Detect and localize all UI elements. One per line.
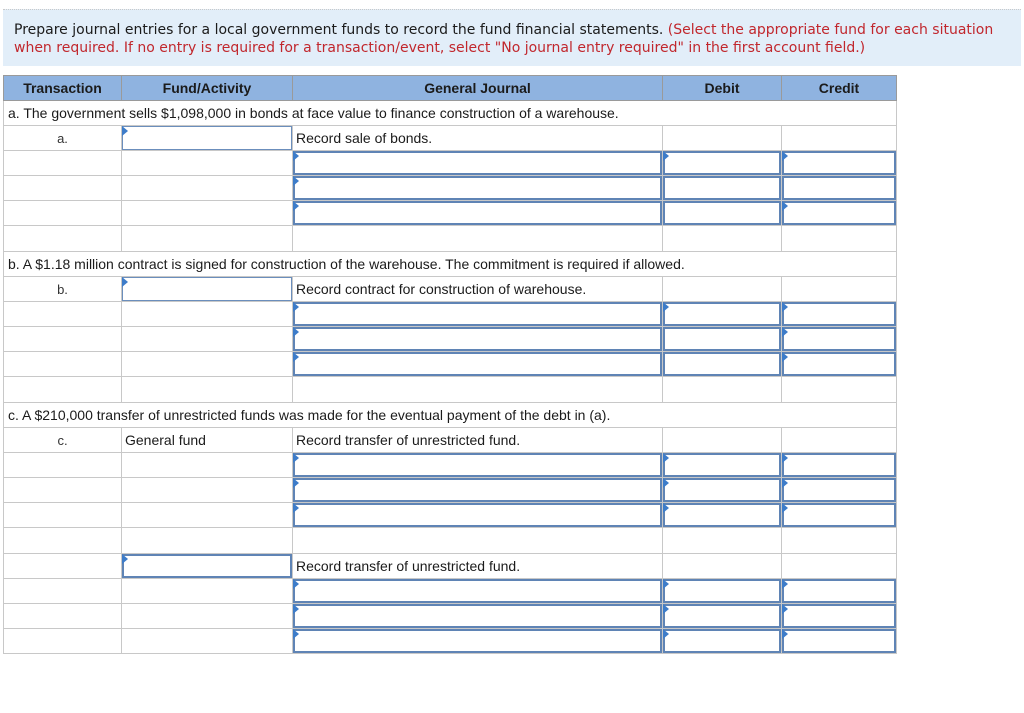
debit-input[interactable]: [663, 151, 782, 176]
fund-value-c: General fund: [122, 428, 293, 453]
instructions-panel: [3, 9, 1021, 66]
account-select[interactable]: [293, 176, 663, 201]
table-row: [4, 377, 897, 403]
credit-input[interactable]: [782, 453, 897, 478]
account-select[interactable]: [293, 453, 663, 478]
dropdown-arrow-icon: [293, 604, 299, 614]
dropdown-arrow-icon: [782, 478, 788, 488]
dropdown-arrow-icon: [782, 352, 788, 362]
table-row: [4, 327, 897, 352]
account-select[interactable]: [293, 352, 663, 377]
dropdown-arrow-icon: [782, 453, 788, 463]
debit-input[interactable]: [663, 327, 782, 352]
dropdown-arrow-icon: [782, 629, 788, 639]
table-row: [4, 277, 897, 302]
dropdown-arrow-icon: [293, 327, 299, 337]
instructions-note: (Select the appropriate fund for each situation when required. If no entry is required for a transaction/event, select "No journal entry required" in the first account field.): [14, 22, 994, 56]
credit-input[interactable]: [782, 579, 897, 604]
table-row: [4, 352, 897, 377]
col-header-debit: Debit: [663, 76, 782, 101]
credit-input[interactable]: [782, 327, 897, 352]
dropdown-arrow-icon: [293, 629, 299, 639]
table-row: [4, 176, 897, 201]
entry-memo-c2: Record transfer of unrestricted fund.: [293, 554, 663, 579]
section-a-description: a. The government sells $1,098,000 in bonds at face value to finance construction of a warehouse.: [4, 101, 897, 126]
account-select[interactable]: [293, 604, 663, 629]
dropdown-arrow-icon: [293, 579, 299, 589]
section-b-description: b. A $1.18 million contract is signed for construction of the warehouse. The commitment is required if allowed.: [4, 252, 897, 277]
debit-input[interactable]: [663, 478, 782, 503]
credit-input[interactable]: [782, 629, 897, 654]
table-row: [4, 126, 897, 151]
credit-input[interactable]: [782, 503, 897, 528]
dropdown-arrow-icon: [122, 554, 128, 564]
table-row: [4, 428, 897, 453]
entry-memo-c: Record transfer of unrestricted fund.: [293, 428, 663, 453]
dropdown-arrow-icon: [293, 151, 299, 161]
account-select[interactable]: [293, 629, 663, 654]
table-row: [4, 629, 897, 654]
dropdown-arrow-icon: [293, 201, 299, 211]
section-c-description-row: [4, 403, 897, 428]
account-select[interactable]: [293, 478, 663, 503]
credit-input[interactable]: [782, 352, 897, 377]
dropdown-arrow-icon: [663, 604, 669, 614]
table-row: [4, 579, 897, 604]
debit-input[interactable]: [663, 579, 782, 604]
dropdown-arrow-icon: [782, 201, 788, 211]
debit-input[interactable]: [663, 176, 782, 201]
col-header-journal: General Journal: [293, 76, 663, 101]
dropdown-arrow-icon: [122, 277, 128, 287]
fund-select-c2[interactable]: [122, 554, 293, 579]
dropdown-arrow-icon: [782, 302, 788, 312]
col-header-transaction: Transaction: [4, 76, 122, 101]
dropdown-arrow-icon: [663, 151, 669, 161]
dropdown-arrow-icon: [293, 176, 299, 186]
dropdown-arrow-icon: [663, 503, 669, 513]
dropdown-arrow-icon: [663, 579, 669, 589]
debit-input[interactable]: [663, 453, 782, 478]
credit-empty: [782, 126, 897, 151]
table-row: [4, 302, 897, 327]
dropdown-arrow-icon: [663, 302, 669, 312]
debit-input[interactable]: [663, 604, 782, 629]
table-row: [4, 453, 897, 478]
credit-input[interactable]: [782, 604, 897, 629]
debit-input[interactable]: [663, 201, 782, 226]
debit-empty: [663, 126, 782, 151]
fund-select-box[interactable]: [122, 277, 292, 301]
transaction-label-a: a.: [4, 126, 122, 151]
dropdown-arrow-icon: [293, 453, 299, 463]
dropdown-arrow-icon: [663, 629, 669, 639]
dropdown-arrow-icon: [782, 151, 788, 161]
credit-input[interactable]: [782, 302, 897, 327]
journal-table: [3, 75, 897, 654]
credit-input[interactable]: [782, 176, 897, 201]
fund-select-b[interactable]: [122, 277, 293, 302]
entry-memo-b: Record contract for construction of warehouse.: [293, 277, 663, 302]
credit-input[interactable]: [782, 151, 897, 176]
debit-input[interactable]: [663, 302, 782, 327]
col-header-fund: Fund/Activity: [122, 76, 293, 101]
credit-input[interactable]: [782, 478, 897, 503]
fund-select-a[interactable]: [122, 126, 293, 151]
table-row: [4, 503, 897, 528]
table-header-row: [4, 76, 897, 101]
dropdown-arrow-icon: [293, 478, 299, 488]
dropdown-arrow-icon: [663, 453, 669, 463]
dropdown-arrow-icon: [293, 352, 299, 362]
instructions-text: Prepare journal entries for a local government funds to record the fund financial statements.: [14, 22, 664, 38]
account-select[interactable]: [293, 327, 663, 352]
dropdown-arrow-icon: [293, 503, 299, 513]
col-header-credit: Credit: [782, 76, 897, 101]
account-select[interactable]: [293, 201, 663, 226]
table-row: [4, 554, 897, 579]
table-row: [4, 528, 897, 554]
transaction-label-b: b.: [4, 277, 122, 302]
dropdown-arrow-icon: [782, 579, 788, 589]
dropdown-arrow-icon: [782, 327, 788, 337]
dropdown-arrow-icon: [293, 302, 299, 312]
debit-input[interactable]: [663, 629, 782, 654]
fund-select-box[interactable]: [122, 554, 292, 578]
fund-select-box[interactable]: [122, 126, 292, 150]
table-row: [4, 478, 897, 503]
debit-input[interactable]: [663, 503, 782, 528]
account-select[interactable]: [293, 151, 663, 176]
dropdown-arrow-icon: [782, 604, 788, 614]
transaction-label-c: c.: [4, 428, 122, 453]
table-row: [4, 151, 897, 176]
dropdown-arrow-icon: [663, 478, 669, 488]
credit-input[interactable]: [782, 201, 897, 226]
account-select[interactable]: [293, 579, 663, 604]
dropdown-arrow-icon: [782, 503, 788, 513]
table-row: [4, 226, 897, 252]
entry-memo-a: Record sale of bonds.: [293, 126, 663, 151]
table-row: [4, 604, 897, 629]
debit-input[interactable]: [663, 352, 782, 377]
section-a-description-row: [4, 101, 897, 126]
section-b-description-row: [4, 252, 897, 277]
table-row: [4, 201, 897, 226]
section-c-description: c. A $210,000 transfer of unrestricted funds was made for the eventual payment of the debt in (a).: [4, 403, 897, 428]
account-select[interactable]: [293, 503, 663, 528]
account-select[interactable]: [293, 302, 663, 327]
dropdown-arrow-icon: [122, 126, 128, 136]
